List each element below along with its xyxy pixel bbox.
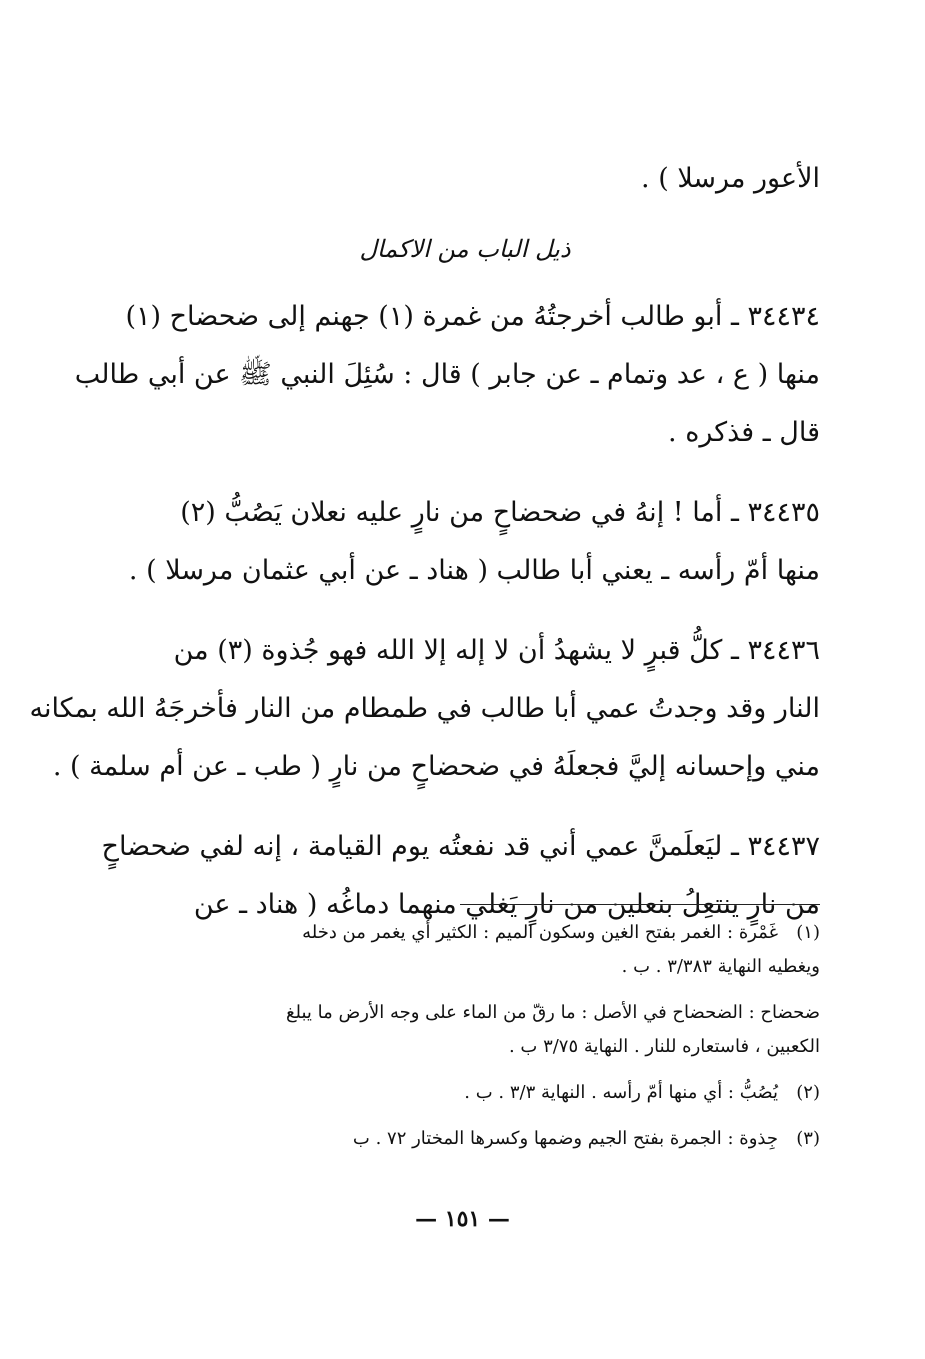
intro-line: الأعور مرسلا ) . (641, 163, 820, 194)
footnote-3 (120, 1122, 820, 1156)
entry-line: منها أمّ رأسه ـ يعني أبا طالب ( هناد ـ عن أبي عثمان مرسلا ) . (128, 555, 820, 586)
footnote-text: ويغطيه النهاية ٣/٣٨٣ . ب . (621, 956, 820, 977)
hadith-entry-1 (74, 288, 820, 462)
footnote-1 (120, 916, 820, 984)
footnote-1-continued (120, 996, 820, 1064)
entry-line: ٣٤٤٣٧ ـ ليَعلَمنَّ عمي أني قد نفعتُه يوم القيامة ، إنه لفي ضحضاحٍ (101, 831, 820, 862)
footnote-text: يُصُبُّ : أي منها أمّ رأسه . النهاية ٣/٣ . ب . (464, 1082, 778, 1103)
footnote-number: (٢) (796, 1082, 820, 1103)
footnote-text: ضحضاح : الضحضاح في الأصل : ما رقّ من الماء على وجه الأرض ما يبلغ (285, 1002, 820, 1023)
footnote-number: (١) (796, 922, 820, 943)
entry-line: ٣٤٤٣٤ ـ أبو طالب أخرجتُهُ من غمرة (١) جهنم إلى ضحضاح (١) (125, 301, 820, 332)
footnote-2 (120, 1076, 820, 1110)
entry-line: منها ( ع ، عد وتمام ـ عن جابر ) قال : سُئِلَ النبي ﷺ عن أبي طالب (74, 359, 820, 390)
hadith-entry-3 (29, 622, 820, 796)
entry-line: مني وإحسانه إليَّ فجعلَهُ في ضحضاحٍ من نارٍ ( طب ـ عن أم سلمة ) . (52, 751, 820, 782)
footnote-text: جِذوة : الجمرة بفتح الجيم وضمها وكسرها المختار ٧٢ . ب (352, 1128, 778, 1149)
footnote-text: غَمْرة : الغمر بفتح الغين وسكون الميم : الكثير أي يغمر من دخله (302, 922, 778, 943)
page-number: — ١٥١ — (415, 1206, 510, 1232)
page-body (29, 150, 820, 934)
entry-line: قال ـ فذكره . (668, 417, 820, 448)
footnotes (120, 904, 820, 1156)
entry-line: ٣٤٤٣٥ ـ أما ! إنهُ في ضحضاحٍ من نارٍ عليه نعلان يَصُبُّ (٢) (180, 497, 820, 528)
entry-line: النار وقد وجدتُ عمي أبا طالب في طمطام من النار فأخرجَهُ الله بمكانه (29, 693, 820, 724)
footnote-number: (٣) (796, 1128, 820, 1149)
hadith-entry-2 (110, 484, 820, 600)
entry-line: من نارٍ ينتعِلُ بنعلين من نارٍ يَغلي منهما دماغُه ( هناد ـ عن (193, 889, 820, 920)
footnote-text: الكعبين ، فاستعاره للنار . النهاية ٣/٧٥ ب . (508, 1036, 820, 1057)
section-title: ذيل الباب من الاكمال (359, 235, 571, 263)
entry-line: ٣٤٤٣٦ ـ كلُّ قبرٍ لا يشهدُ أن لا إله إلا الله فهو جُذوة (٣) من (173, 635, 820, 666)
